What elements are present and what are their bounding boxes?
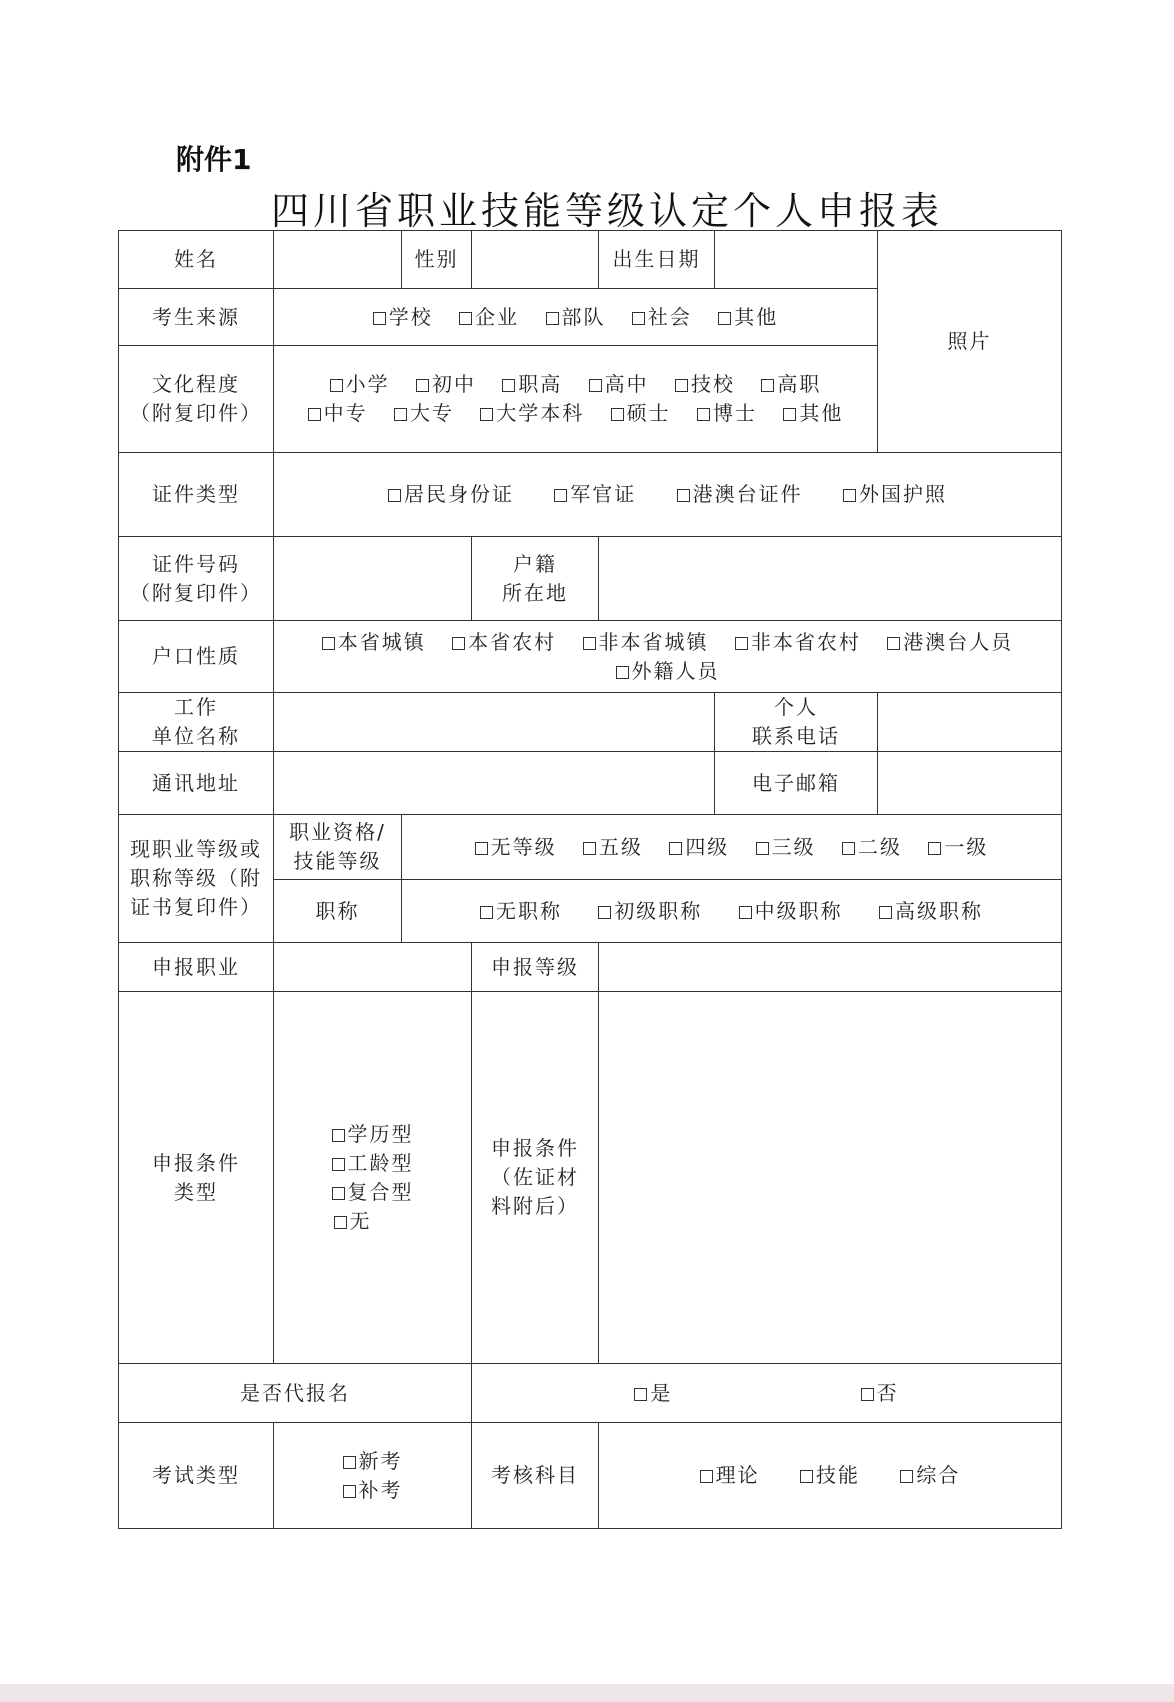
exam-subject-label: 考核科目	[472, 1423, 599, 1529]
qualification-options	[402, 815, 1062, 880]
checkbox-icon	[675, 379, 688, 392]
id-number-field[interactable]	[274, 537, 472, 621]
checkbox-icon	[452, 637, 465, 650]
professional-title-option[interactable]: 初级职称	[598, 897, 702, 926]
checkbox-icon	[598, 906, 611, 919]
checkbox-icon	[861, 1388, 874, 1401]
apply-occupation-field[interactable]	[274, 943, 472, 992]
education-option[interactable]: 中专	[308, 399, 368, 428]
checkbox-icon	[843, 489, 856, 502]
checkbox-icon	[739, 906, 752, 919]
qualification-option[interactable]: 五级	[583, 833, 643, 862]
household-label: 户籍 所在地	[472, 537, 599, 621]
source-options	[274, 289, 878, 346]
checkbox-icon	[343, 1485, 356, 1498]
application-form-table	[118, 230, 1062, 1529]
checkbox-icon	[330, 379, 343, 392]
employer-field[interactable]	[274, 693, 715, 752]
checkbox-icon	[718, 312, 731, 325]
education-option[interactable]: 其他	[783, 399, 843, 428]
proxy-options	[472, 1364, 1062, 1423]
attachment-label: 附件1	[176, 143, 252, 176]
checkbox-icon	[308, 408, 321, 421]
checkbox-icon	[394, 408, 407, 421]
checkbox-icon	[416, 379, 429, 392]
name-field[interactable]	[274, 231, 402, 289]
qualification-option[interactable]: 三级	[756, 833, 816, 862]
source-option[interactable]: 社会	[632, 303, 692, 332]
source-option[interactable]: 部队	[546, 303, 606, 332]
id-type-option[interactable]: 港澳台证件	[677, 480, 803, 509]
education-option[interactable]: 高职	[761, 370, 821, 399]
condition-type-option[interactable]: 学历型	[278, 1120, 467, 1149]
checkbox-icon	[502, 379, 515, 392]
exam-type-option[interactable]: 补考	[278, 1476, 467, 1505]
exam-subject-option[interactable]: 综合	[900, 1461, 960, 1490]
condition-type-option[interactable]: 无	[278, 1207, 427, 1236]
hukou-label: 户口性质	[119, 621, 274, 693]
hukou-option[interactable]: 非本省城镇	[583, 628, 709, 657]
condition-type-options	[274, 992, 472, 1364]
viewer-bottom-bar	[0, 1684, 1174, 1702]
professional-title-option[interactable]: 中级职称	[739, 897, 843, 926]
professional-title-options	[402, 880, 1062, 943]
checkbox-icon	[322, 637, 335, 650]
checkbox-icon	[879, 906, 892, 919]
checkbox-icon	[480, 408, 493, 421]
email-label: 电子邮箱	[715, 752, 878, 815]
checkbox-icon	[388, 489, 401, 502]
phone-label: 个人 联系电话	[715, 693, 878, 752]
gender-field[interactable]	[472, 231, 599, 289]
qualification-label: 职业资格/ 技能等级	[274, 815, 402, 880]
checkbox-icon	[373, 312, 386, 325]
source-label: 考生来源	[119, 289, 274, 346]
checkbox-icon	[332, 1187, 345, 1200]
proxy-option-yes[interactable]: 是	[634, 1379, 672, 1408]
checkbox-icon	[589, 379, 602, 392]
checkbox-icon	[334, 1216, 347, 1229]
birth-field[interactable]	[715, 231, 878, 289]
education-option[interactable]: 技校	[675, 370, 735, 399]
id-type-option[interactable]: 军官证	[554, 480, 636, 509]
id-type-option[interactable]: 外国护照	[843, 480, 947, 509]
checkbox-icon	[634, 1388, 647, 1401]
checkbox-icon	[611, 408, 624, 421]
hukou-option[interactable]: 本省城镇	[322, 628, 426, 657]
professional-title-option[interactable]: 无职称	[480, 897, 562, 926]
exam-subject-option[interactable]: 理论	[700, 1461, 760, 1490]
address-field[interactable]	[274, 752, 715, 815]
checkbox-icon	[480, 906, 493, 919]
education-option[interactable]: 大学本科	[480, 399, 584, 428]
proxy-label: 是否代报名	[119, 1364, 472, 1423]
checkbox-icon	[756, 842, 769, 855]
checkbox-icon	[887, 637, 900, 650]
email-field[interactable]	[878, 752, 1062, 815]
checkbox-icon	[928, 842, 941, 855]
id-type-label: 证件类型	[119, 453, 274, 537]
exam-type-options	[274, 1423, 472, 1529]
checkbox-icon	[616, 666, 629, 679]
gender-label: 性别	[402, 231, 472, 289]
hukou-option[interactable]: 非本省农村	[735, 628, 861, 657]
source-option[interactable]: 学校	[373, 303, 433, 332]
qualification-option[interactable]: 无等级	[475, 833, 557, 862]
photo-cell: 照片	[878, 231, 1062, 453]
education-option[interactable]: 硕士	[611, 399, 671, 428]
hukou-option[interactable]: 外籍人员	[616, 657, 720, 686]
checkbox-icon	[842, 842, 855, 855]
apply-level-field[interactable]	[599, 943, 1062, 992]
checkbox-icon	[669, 842, 682, 855]
education-option[interactable]: 小学	[330, 370, 390, 399]
exam-subject-option[interactable]: 技能	[800, 1461, 860, 1490]
education-options	[274, 346, 878, 453]
education-option[interactable]: 博士	[697, 399, 757, 428]
checkbox-icon	[583, 842, 596, 855]
checkbox-icon	[761, 379, 774, 392]
checkbox-icon	[697, 408, 710, 421]
current-level-label: 现职业等级或 职称等级（附 证书复印件）	[119, 815, 274, 943]
checkbox-icon	[800, 1470, 813, 1483]
professional-title-label: 职称	[274, 880, 402, 943]
checkbox-icon	[632, 312, 645, 325]
checkbox-icon	[700, 1470, 713, 1483]
hukou-options	[274, 621, 1062, 693]
birth-label: 出生日期	[599, 231, 715, 289]
checkbox-icon	[332, 1158, 345, 1171]
id-type-options	[274, 453, 1062, 537]
checkbox-icon	[900, 1470, 913, 1483]
education-option[interactable]: 高中	[589, 370, 649, 399]
checkbox-icon	[783, 408, 796, 421]
checkbox-icon	[546, 312, 559, 325]
exam-type-label: 考试类型	[119, 1423, 274, 1529]
checkbox-icon	[332, 1129, 345, 1142]
checkbox-icon	[735, 637, 748, 650]
qualification-option[interactable]: 四级	[669, 833, 729, 862]
exam-subject-options	[599, 1423, 1062, 1529]
condition-type-option[interactable]: 复合型	[278, 1178, 467, 1207]
apply-level-label: 申报等级	[472, 943, 599, 992]
qualification-option[interactable]: 一级	[928, 833, 988, 862]
checkbox-icon	[475, 842, 488, 855]
source-option[interactable]: 其他	[718, 303, 778, 332]
condition-label: 申报条件 （佐证材 料附后）	[472, 992, 599, 1364]
education-label: 文化程度 （附复印件）	[119, 346, 274, 453]
education-option[interactable]: 职高	[502, 370, 562, 399]
apply-occupation-label: 申报职业	[119, 943, 274, 992]
condition-type-option[interactable]: 工龄型	[278, 1149, 467, 1178]
household-field[interactable]	[599, 537, 1062, 621]
professional-title-option[interactable]: 高级职称	[879, 897, 983, 926]
address-label: 通讯地址	[119, 752, 274, 815]
phone-field[interactable]	[878, 693, 1062, 752]
proxy-option-no[interactable]: 否	[861, 1379, 899, 1408]
education-option[interactable]: 大专	[394, 399, 454, 428]
id-number-label: 证件号码 （附复印件）	[119, 537, 274, 621]
checkbox-icon	[583, 637, 596, 650]
condition-field[interactable]	[599, 992, 1062, 1364]
checkbox-icon	[343, 1456, 356, 1469]
condition-type-label: 申报条件 类型	[119, 992, 274, 1364]
employer-label: 工作 单位名称	[119, 693, 274, 752]
id-type-option[interactable]: 居民身份证	[388, 480, 514, 509]
qualification-option[interactable]: 二级	[842, 833, 902, 862]
hukou-option[interactable]: 本省农村	[452, 628, 556, 657]
checkbox-icon	[459, 312, 472, 325]
exam-type-option[interactable]: 新考	[278, 1447, 467, 1476]
checkbox-icon	[554, 489, 567, 502]
form-title: 四川省职业技能等级认定个人申报表	[270, 189, 943, 233]
hukou-option[interactable]: 港澳台人员	[887, 628, 1013, 657]
education-option[interactable]: 初中	[416, 370, 476, 399]
checkbox-icon	[677, 489, 690, 502]
name-label: 姓名	[119, 231, 274, 289]
source-option[interactable]: 企业	[459, 303, 519, 332]
